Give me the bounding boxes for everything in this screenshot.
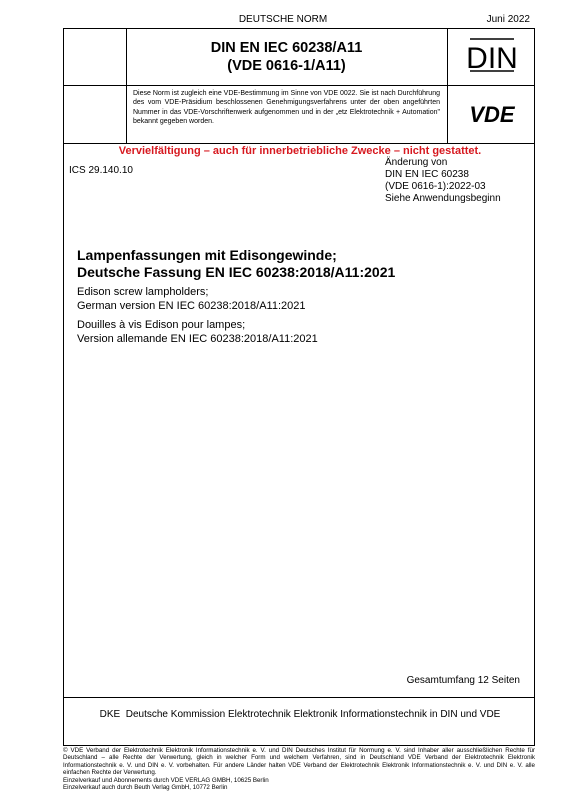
title-line: Edison screw lampholders;: [77, 286, 209, 298]
publication-date: Juni 2022: [486, 14, 530, 25]
amendment-line: Siehe Anwendungsbeginn: [385, 193, 501, 204]
amendment-line: DIN EN IEC 60238: [385, 169, 469, 180]
standard-number: DIN EN IEC 60238/A11: [210, 40, 363, 56]
title-line: Deutsche Fassung EN IEC 60238:2018/A11:2021: [77, 264, 396, 280]
amendment-line: Änderung von: [385, 157, 448, 168]
reproduction-warning: Vervielfältigung – auch für innerbetriebliche Zwecke – nicht gestattet.: [118, 145, 482, 157]
doc-type: DEUTSCHE NORM: [238, 14, 328, 25]
vde-logo: [448, 86, 536, 143]
german-title: [77, 247, 395, 281]
sales-info: Einzelverkauf auch durch Beuth Verlag GmbH, 10772 Berlin: [63, 784, 228, 792]
sales-info: Einzelverkauf und Abonnements durch VDE VERLAG GMBH, 10625 Berlin: [63, 776, 269, 784]
amendment-info: [385, 157, 501, 205]
title-line: German version EN IEC 60238:2018/A11:2021: [77, 300, 306, 312]
french-title: [77, 318, 318, 346]
cover-frame: [63, 28, 535, 746]
title-line: Lampenfassungen mit Edisongewinde;: [77, 247, 337, 263]
ics-code: ICS 29.140.10: [69, 165, 133, 176]
din-logo: [448, 29, 536, 85]
footer: [63, 747, 535, 791]
copyright-notice: © VDE Verband der Elektrotechnik Elektronik Informationstechnik e. V. und DIN Deutsches Institut für Normung e. V. sind Inhaber aller ausschließlichen Rechte für Deutschland – alle Rechte der Verwertung, gleich in welcher Form und welchem Verfahren, sind in Deutschland VDE Verband der Elektrotechnik Elektronik Informationstechnik e. V. und DIN e. V. vorbehalten. Für andere Länder halten VDE Verband der Elektrotechnik Elektronik Informationstechnik e. V. und DIN e. V. alle einfachen Rechte der Verwertung.: [63, 747, 535, 777]
divider: [64, 697, 534, 698]
committee-line: DKE Deutsche Kommission Elektrotechnik Elektronik Informationstechnik in DIN und VDE: [99, 709, 501, 720]
divider: [64, 143, 534, 144]
svg-text:DIN: DIN: [466, 42, 518, 75]
vde-number: (VDE 0616-1/A11): [227, 58, 346, 74]
amendment-line: (VDE 0616-1):2022-03: [385, 181, 486, 192]
svg-text:VDE: VDE: [469, 102, 515, 127]
title-line: Douilles à vis Edison pour lampes;: [77, 319, 246, 331]
total-pages: Gesamtumfang 12 Seiten: [406, 675, 520, 686]
title-line: Version allemande EN IEC 60238:2018/A11:2021: [77, 333, 318, 345]
english-title: [77, 285, 306, 313]
vde-note: Diese Norm ist zugleich eine VDE-Bestimmung im Sinne von VDE 0022. Sie ist nach Durchführung des vom VDE-Präsidium beschlossenen Genehmigungsverfahrens unter der oben angeführten Nummer in das VDE-Vorschriftenwerk aufgenommen und in der „etz Elektrotechnik + Automation" bekannt gegeben worden.: [133, 90, 440, 125]
